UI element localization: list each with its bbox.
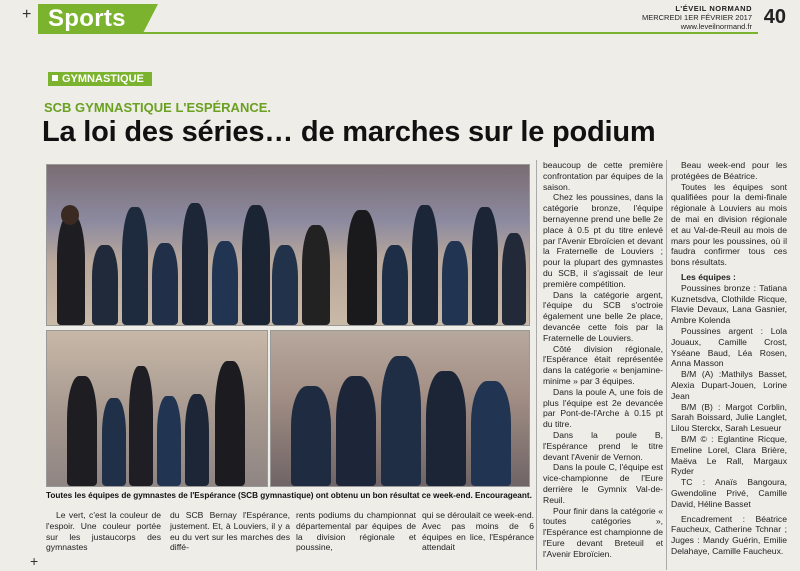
body-text: Côté division régionale, l'Espérance était représentée dans la catégorie « benjamine-minime » par 3 équipes.	[543, 343, 663, 386]
body-text: Toutes les équipes sont qualifiées pour la demi-finale régionale à Louviers au mois de mai en division régionale et au Val-de-Reuil au mois de mars pour les poussines, où il faudra confirmer tous ces bons résultats.	[671, 181, 787, 268]
body-text: du SCB Bernay l'Espérance, justement. Et, à Louviers, il y a eu du vert sur les marches des diffé-	[170, 510, 290, 553]
team-photo-small-left	[46, 330, 268, 487]
registration-mark-icon: +	[30, 553, 39, 569]
column-divider	[666, 160, 667, 570]
body-text: rents podiums du championnat départemental par équipes de la division régionale et poussine,	[296, 510, 416, 553]
square-bullet-icon	[52, 75, 58, 81]
body-text: Dans la poule B, l'Espérance prend le titre devant l'Avenir de Vernon.	[543, 429, 663, 462]
body-text: Chez les poussines, dans la catégorie bronze, l'équipe bernayenne prend une belle 2e place à 0.5 pt du titre enlevé par l'Avenir Ebroïcien et devant la Fraternelle de Louviers ; pour la plupart des gymnastes du SCB, il s'agissait de leur première compétition.	[543, 192, 663, 289]
team-list-item: B/M (A) :Mathilys Basset, Alexia Dupart-Jouen, Lorine Jean	[671, 369, 787, 401]
body-text: Beau week-end pour les protégées de Béatrice.	[671, 160, 787, 181]
staff-list: Encadrement : Béatrice Faucheux, Catherine Tchnar ; Juges : Mandy Guérin, Emilie Delahaye, Camille Faucheux.	[671, 513, 787, 556]
article-kicker: SCB GYMNASTIQUE L'ESPÉRANCE.	[44, 100, 272, 115]
issue-date: MERCREDI 1ER FÉVRIER 2017	[641, 13, 752, 22]
body-column-5	[543, 160, 663, 559]
body-text: Dans la poule C, l'équipe est vice-championne de l'Eure derrière le Gymnix Val-de-Reuil.	[543, 462, 663, 505]
team-list-item: Poussines bronze : Tatiana Kuznetsdva, Clothilde Ricque, Flavie Devaux, Lana Gasnier, Ambre Kolenda	[671, 282, 787, 326]
body-text: Dans la poule A, une fois de plus l'équipe est 2e devancée par Pont-de-l'Arche à 0.15 pt du titre.	[543, 386, 663, 430]
team-list-item: B/M © : Eglantine Ricque, Emeline Lorel, Clara Brière, Maëva Le Rall, Margaux Ryder	[671, 433, 787, 477]
category-label	[48, 72, 152, 86]
team-list-item: B/M (B) : Margot Corblin, Sarah Boissard, Julie Langlet, Lilou Sterckx, Sarah Lesueur	[671, 401, 787, 434]
body-text: qui se déroulait ce week-end. Avec pas moins de 6 équipes en lice, l'Espérance attendait	[422, 510, 534, 553]
team-list-item: Poussines argent : Lola Jouaux, Camille Crost, Yséane Baud, Léa Rosen, Anna Masson	[671, 325, 787, 369]
body-column-3	[296, 510, 416, 553]
teams-title: Les équipes :	[681, 271, 736, 282]
body-text: Pour finir dans la catégorie « toutes catégories », l'Espérance est championne de l'Eure devant Breteuil et l'Avenir Ebroïcien.	[543, 505, 663, 559]
website: www.leveilnormand.fr	[680, 22, 752, 31]
article-headline: La loi des séries… de marches sur le podium	[42, 116, 656, 148]
body-column-1	[46, 510, 161, 553]
photo-caption: Toutes les équipes de gymnastes de l'Espérance (SCB gymnastique) ont obtenu un bon résultat ce week-end. Encourageant.	[46, 491, 532, 500]
header-rule	[38, 32, 758, 34]
masthead-info	[642, 4, 752, 31]
column-divider	[536, 160, 537, 570]
team-photo-large	[46, 164, 530, 326]
registration-mark-icon: +	[22, 6, 32, 23]
page-number: 40	[763, 6, 786, 28]
body-column-2	[170, 510, 290, 553]
body-text: beaucoup de cette première confrontation par équipes de la saison.	[543, 160, 663, 192]
team-list-item: TC : Anaïs Bangoura, Gwendoline Privé, Camille David, Héline Basset	[671, 477, 787, 509]
team-photo-small-right	[270, 330, 530, 487]
category-text: GYMNASTIQUE	[62, 73, 144, 85]
body-text: Dans la catégorie argent, l'équipe du SCB s'octroie également une belle 2e place, devancée cette fois par la Fraternelle de Louviers.	[543, 289, 663, 343]
body-column-6	[671, 160, 787, 557]
body-column-4	[422, 510, 534, 553]
paper-name: L'ÉVEIL NORMAND	[675, 4, 752, 13]
section-name: Sports	[48, 5, 126, 32]
body-text: Le vert, c'est la couleur de l'espoir. Une couleur portée sur les justaucorps des gymnastes	[46, 510, 161, 553]
